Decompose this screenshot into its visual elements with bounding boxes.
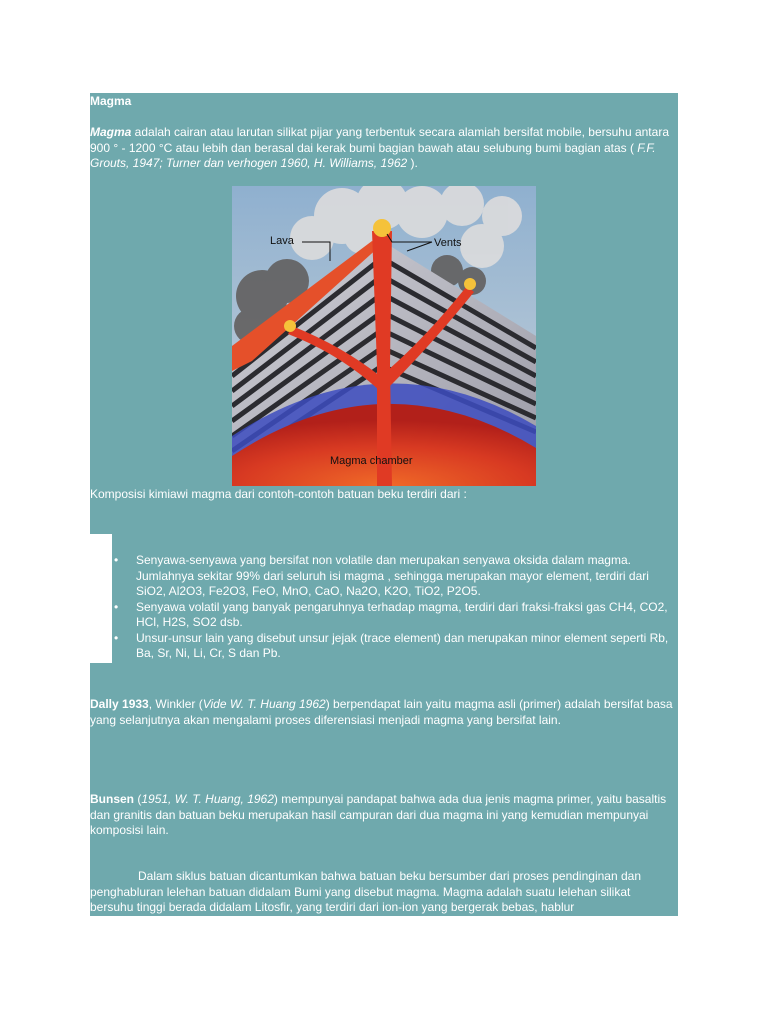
composition-intro: Komposisi kimiawi magma dari contoh-contoh batuan beku terdiri dari : <box>90 487 467 501</box>
siklus-text: Dalam siklus batuan dicantumkan bahwa batuan beku bersumber dari proses pendinginan dan penghabluran lelehan batuan didalam Bumi yang disebut magma. Magma adalah suatu lelehan silikat bersuhu tinggi berada didalam Litosfir, yang terdiri dari ion-ion yang bergerak bebas, hablur <box>90 869 641 914</box>
dally-mid: , Winkler ( <box>148 697 203 711</box>
bunsen-name: Bunsen <box>90 792 135 806</box>
siklus-paragraph <box>90 869 674 916</box>
volcano-diagram <box>232 186 536 486</box>
intro-term: Magma <box>90 125 132 139</box>
dally-name: Dally 1933 <box>90 697 149 711</box>
bullet-dot: • <box>114 553 119 567</box>
dally-ref: Vide W. T. Huang 1962 <box>202 697 326 711</box>
magma-chamber-label: Magma chamber <box>330 455 413 467</box>
bullet-dot: • <box>114 599 119 614</box>
intro-text: adalah cairan atau larutan silikat pijar yang terbentuk secara alamiah bersifat mobile, bersuhu antara 900 ° - 1200 °C atau lebih dan berasal dai kerak bumi bagian bawah atau selubung bumi bagian atas ( <box>90 125 669 155</box>
bullet-dot: • <box>114 630 119 645</box>
page-title: Magma <box>90 94 132 108</box>
list-item-text: Senyawa-senyawa yang bersifat non volatile dan merupakan senyawa oksida dalam magma. Jumlahnya sekitar 99% dari seluruh isi magma , sehingga merupakan mayor element, terdiri dari SiO2, Al2O3, Fe2O3, FeO, MnO, CaO, Na2O, K2O, TiO2, P2O5. <box>136 553 649 598</box>
lava-label: Lava <box>270 235 294 247</box>
list-item <box>90 553 674 600</box>
bunsen-ref: 1951, W. T. Huang, 1962 <box>141 792 274 806</box>
list-item-text: Unsur-unsur lain yang disebut unsur jejak (trace element) dan merupakan minor element seperti Rb, Ba, Sr, Ni, Li, Cr, S dan Pb. <box>136 630 669 660</box>
intro-close: ). <box>407 156 418 170</box>
bunsen-rest: ) mempunyai pandapat bahwa ada dua jenis magma primer, yaitu basaltis dan granitis dan batuan beku merupakan hasil campuran dari dua magma ini yang kemudian mempunyai komposisi lain. <box>90 792 667 837</box>
vents-label: Vents <box>434 237 462 249</box>
composition-list <box>90 553 674 662</box>
left-margin-block <box>90 534 112 663</box>
intro-refs: F.F. Grouts, 1947; Turner dan verhogen 1960, H. Williams, 1962 <box>90 140 656 170</box>
list-item <box>90 631 674 662</box>
list-item-text: Senyawa volatil yang banyak pengaruhnya terhadap magma, terdiri dari fraksi-fraksi gas CH4, CO2, HCl, H2S, SO2 dsb. <box>136 599 668 629</box>
bunsen-paragraph <box>90 792 674 839</box>
dally-rest: ) berpendapat lain yaitu magma asli (primer) adalah bersifat basa yang selanjutnya akan mengalami proses diferensiasi menjadi magma yang bersifat lain. <box>90 697 673 727</box>
intro-paragraph <box>90 125 674 172</box>
dally-paragraph <box>90 697 674 728</box>
list-item <box>90 600 674 631</box>
bunsen-open: ( <box>134 792 142 806</box>
